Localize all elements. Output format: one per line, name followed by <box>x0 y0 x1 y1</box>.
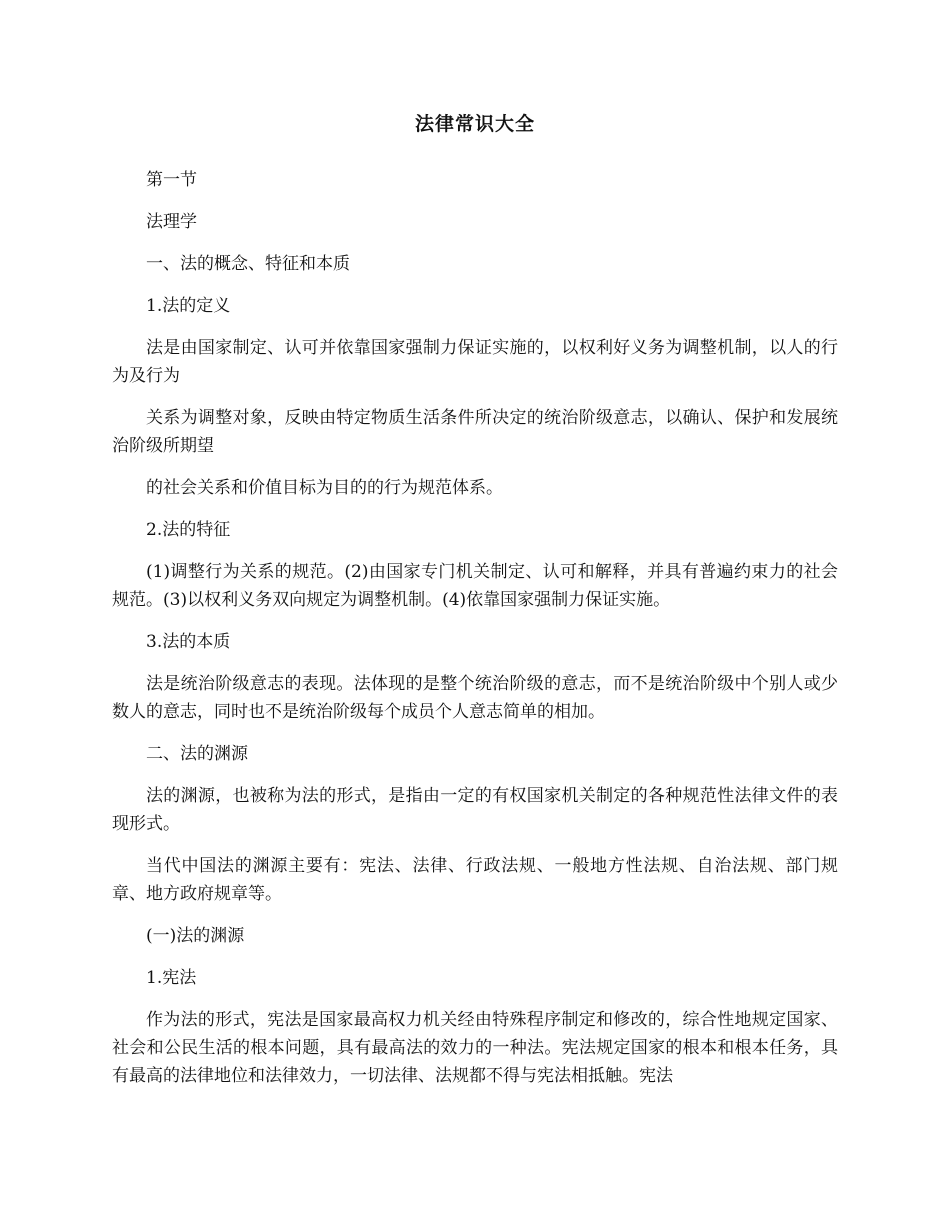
body-paragraph: 法是由国家制定、认可并依靠国家强制力保证实施的，以权利好义务为调整机制，以人的行为及行为 <box>112 338 838 386</box>
section-heading: 第一节 <box>146 170 197 190</box>
body-paragraph: 关系为调整对象，反映由特定物质生活条件所决定的统治阶级意志，以确认、保护和发展统治阶级所期望 <box>112 408 838 456</box>
body-paragraph: 法是统治阶级意志的表现。法体现的是整个统治阶级的意志，而不是统治阶级中个别人或少数人的意志，同时也不是统治阶级每个成员个人意志简单的相加。 <box>112 674 838 722</box>
subheading-features: 2.法的特征 <box>146 520 231 540</box>
chapter-heading: 二、法的渊源 <box>146 744 248 764</box>
chapter-heading: 一、法的概念、特征和本质 <box>146 254 350 274</box>
body-paragraph: 作为法的形式，宪法是国家最高权力机关经由特殊程序制定和修改的，综合性地规定国家、社会和公民生活的根本问题，具有最高法的效力的一种法。宪法规定国家的根本和根本任务，具有最高的法律地位和法律效力，一切法律、法规都不得与宪法相抵触。宪法 <box>112 1010 838 1086</box>
body-paragraph: 当代中国法的渊源主要有：宪法、法律、行政法规、一般地方性法规、自治法规、部门规章、地方政府规章等。 <box>112 856 838 904</box>
body-paragraph: 法的渊源，也被称为法的形式，是指由一定的有权国家机关制定的各种规范性法律文件的表现形式。 <box>112 786 838 834</box>
body-paragraph: 的社会关系和价值目标为目的的行为规范体系。 <box>146 478 503 498</box>
subsection-heading: (一)法的渊源 <box>146 926 245 946</box>
subheading-definition: 1.法的定义 <box>146 296 231 316</box>
document-title: 法律常识大全 <box>414 113 535 135</box>
subheading-constitution: 1.宪法 <box>146 968 197 988</box>
subheading-essence: 3.法的本质 <box>146 632 231 652</box>
body-paragraph: (1)调整行为关系的规范。(2)由国家专门机关制定、认可和解释，并具有普遍约束力的社会规范。(3)以权利义务双向规定为调整机制。(4)依靠国家强制力保证实施。 <box>112 562 838 610</box>
subject-heading: 法理学 <box>146 212 197 232</box>
document-body <box>112 110 838 1104</box>
